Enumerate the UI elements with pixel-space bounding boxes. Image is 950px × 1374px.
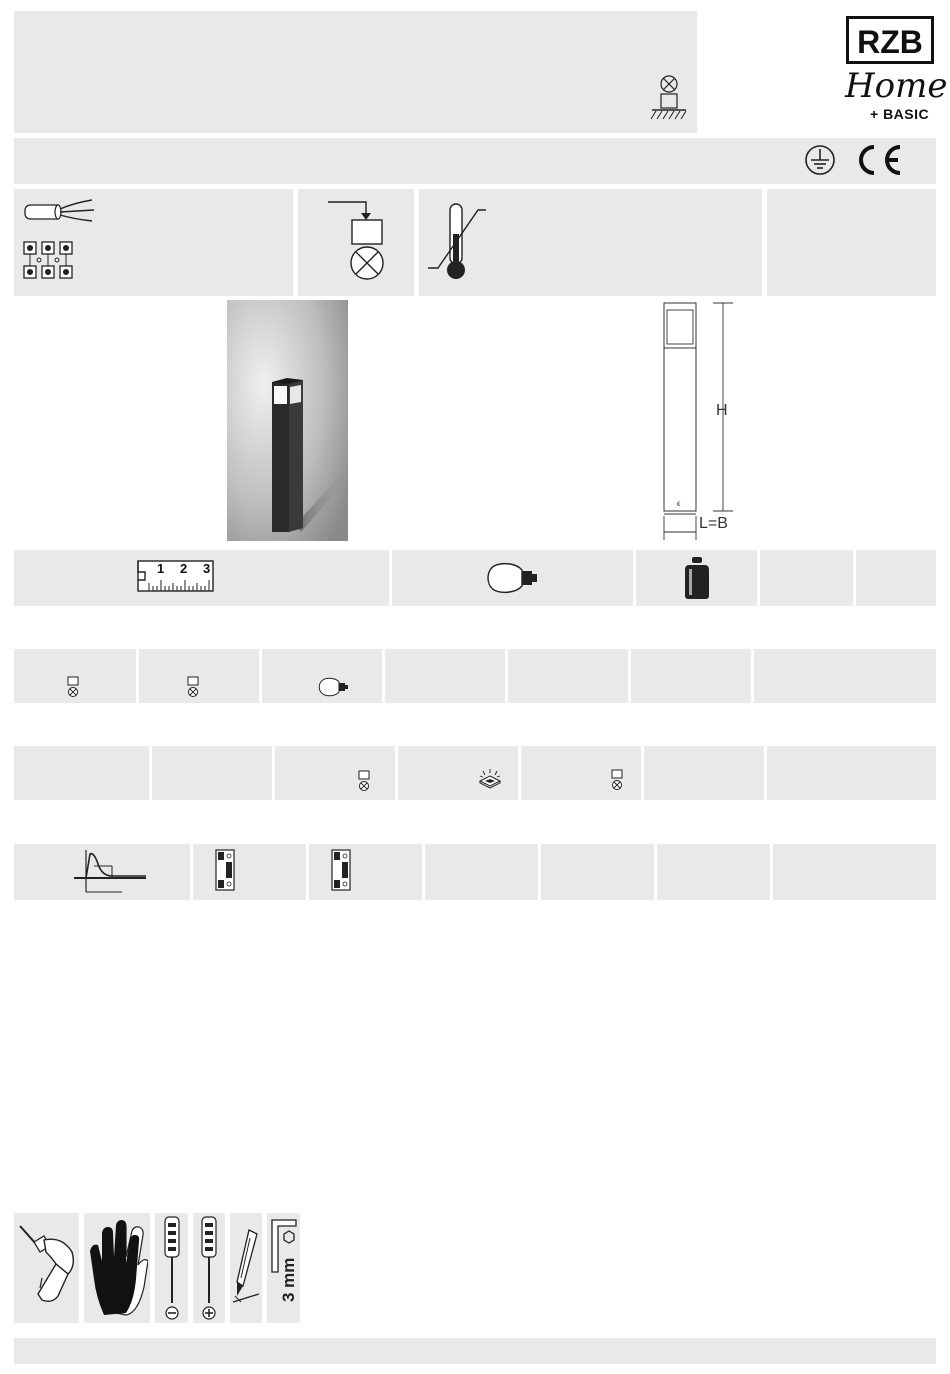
ruler-tick-3: 3 bbox=[203, 561, 211, 576]
surge-pulse-icon bbox=[72, 848, 150, 894]
cable-strip-icon bbox=[22, 197, 98, 229]
brand-home-word: Home bbox=[845, 66, 948, 106]
light-bulb-icon bbox=[486, 561, 540, 595]
pencil-icon bbox=[231, 1228, 261, 1308]
ruler-tick-1: 1 bbox=[157, 561, 165, 576]
lamp-socket-icon bbox=[357, 770, 371, 792]
header-panel bbox=[14, 11, 697, 133]
led-spec-panel-6 bbox=[644, 746, 764, 800]
brand-logo bbox=[846, 16, 934, 64]
ruler-tick-2: 2 bbox=[180, 561, 188, 576]
height-dimension-label: H bbox=[716, 402, 728, 419]
drill-icon bbox=[16, 1222, 78, 1312]
weight-icon bbox=[683, 556, 711, 600]
spec-panel-a bbox=[760, 550, 853, 606]
led-spec-panel-3 bbox=[275, 746, 395, 800]
led-spec-panel-1 bbox=[14, 746, 149, 800]
lamp-on-mounting-surface-icon bbox=[648, 74, 690, 126]
product-photo bbox=[227, 300, 348, 541]
circuit-breaker-icon bbox=[330, 848, 352, 892]
lamp-socket-icon bbox=[610, 769, 624, 791]
lamp-socket-icon bbox=[66, 676, 80, 698]
brand-basic-word: + BASIC bbox=[870, 106, 930, 122]
led-spec-panel-2 bbox=[152, 746, 272, 800]
electrical-panel-6 bbox=[657, 844, 770, 900]
dimension-drawing bbox=[655, 300, 745, 542]
electrical-panel-4 bbox=[425, 844, 538, 900]
led-chip-icon bbox=[478, 768, 502, 790]
electrical-panel-5 bbox=[541, 844, 654, 900]
flat-screwdriver-icon bbox=[160, 1215, 184, 1321]
spec-panel-b bbox=[856, 550, 936, 606]
allen-key-icon bbox=[268, 1216, 300, 1320]
circuit-breaker-icon bbox=[214, 848, 236, 892]
ruler-icon bbox=[137, 558, 215, 594]
terminal-block-icon bbox=[22, 240, 74, 280]
gloves-icon bbox=[86, 1217, 148, 1319]
protective-earth-icon bbox=[803, 143, 837, 177]
certification-panel bbox=[14, 138, 936, 184]
light-bulb-icon bbox=[318, 677, 350, 697]
lamp-spec-panel-6 bbox=[631, 649, 751, 703]
electrical-panel-2 bbox=[193, 844, 306, 900]
ce-mark-icon bbox=[852, 143, 904, 177]
allen-key-size-label: 3 mm bbox=[279, 1257, 298, 1302]
lamp-spec-panel-5 bbox=[508, 649, 628, 703]
thermometer-icon bbox=[426, 198, 488, 282]
phillips-screwdriver-icon bbox=[197, 1215, 221, 1321]
lamp-spec-panel-7 bbox=[754, 649, 936, 703]
led-spec-panel-7 bbox=[767, 746, 936, 800]
lamp-spec-panel-4 bbox=[385, 649, 505, 703]
electrical-panel-7 bbox=[773, 844, 936, 900]
lamp-socket-icon bbox=[186, 676, 200, 698]
electrical-panel-3 bbox=[309, 844, 422, 900]
footer-panel bbox=[14, 1338, 936, 1364]
base-dimension-label: L=B bbox=[699, 515, 728, 532]
empty-spec-panel bbox=[767, 189, 936, 296]
lamp-connection-icon bbox=[326, 199, 388, 283]
svg-text:€: € bbox=[677, 502, 681, 508]
brand-logo-text: RZB bbox=[857, 24, 923, 60]
